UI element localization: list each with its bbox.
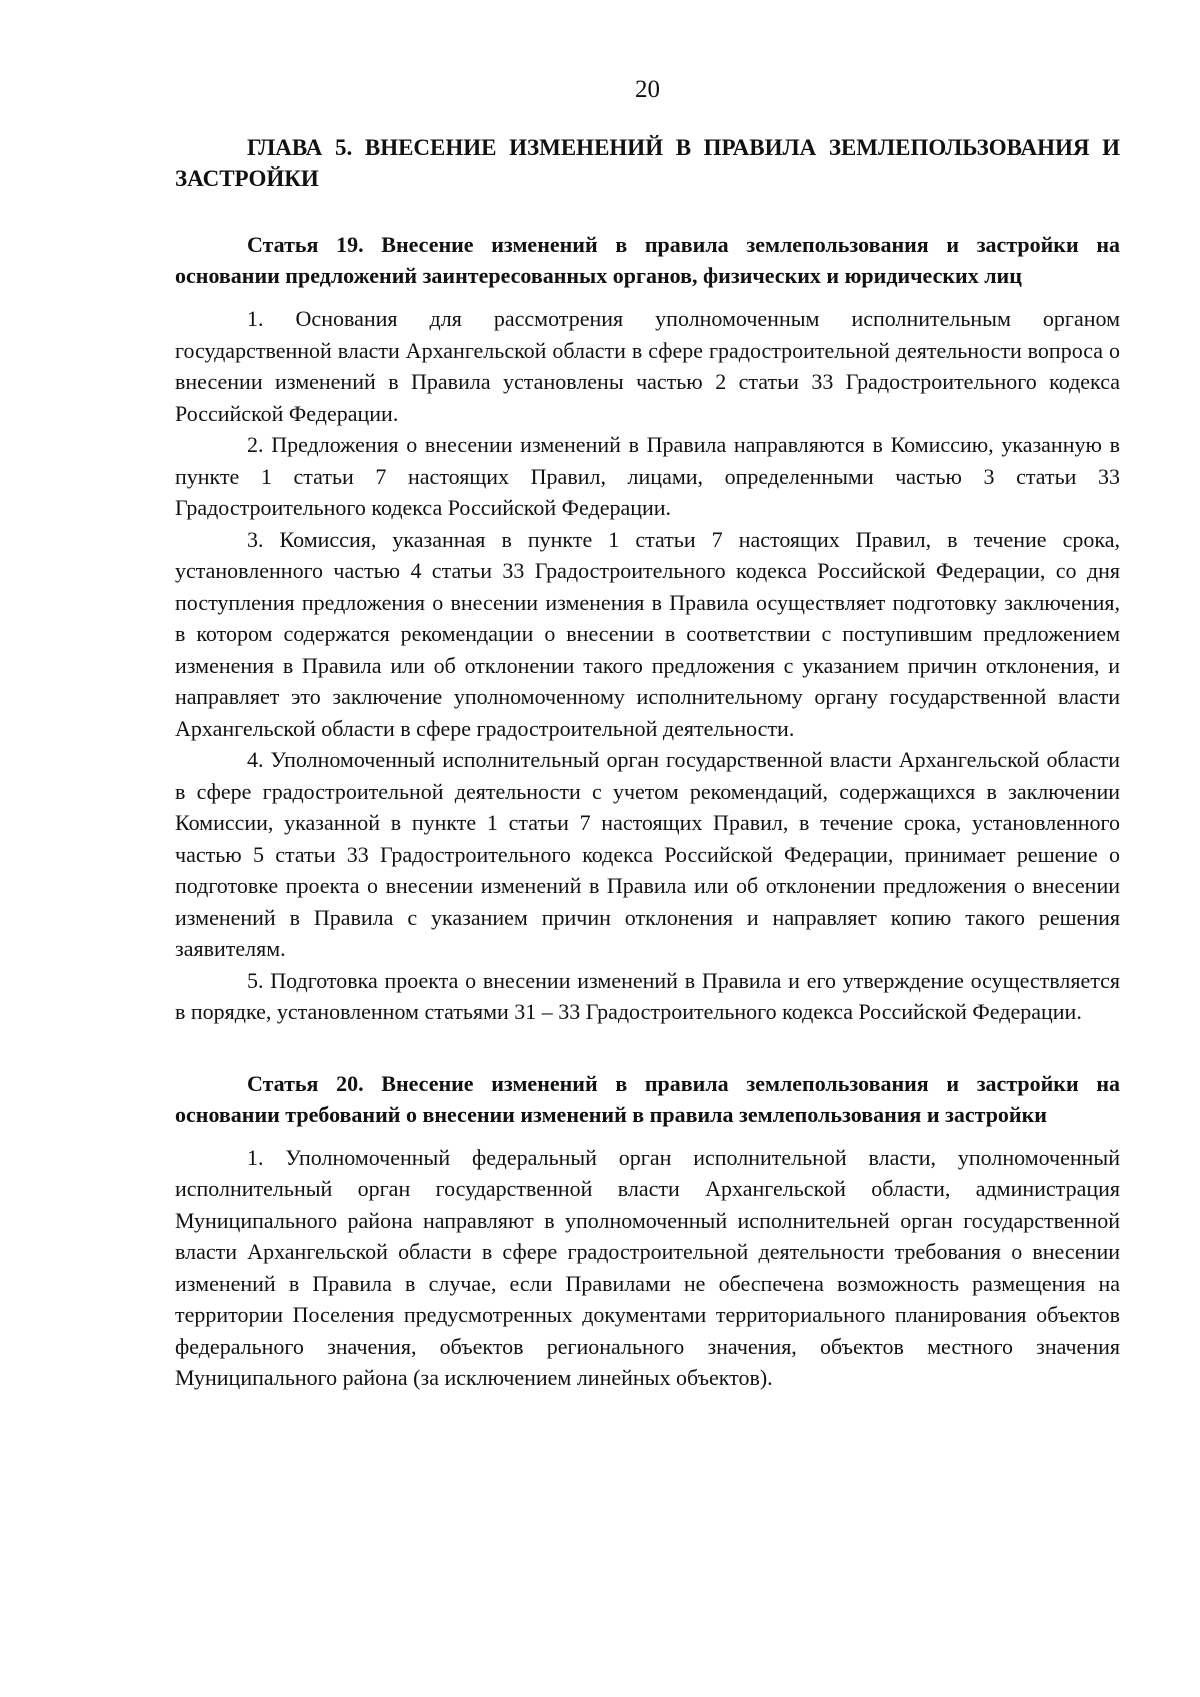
chapter-title: ГЛАВА 5. ВНЕСЕНИЕ ИЗМЕНЕНИЙ В ПРАВИЛА ЗЕМЛЕПОЛЬЗОВАНИЯ И ЗАСТРОЙКИ (175, 135, 1120, 191)
article-19-title: Статья 19. Внесение изменений в правила землепользования и застройки на основании предложений заинтересованных органов, физических и юридических лиц (175, 232, 1120, 288)
article-19-paragraph-2: 2. Предложения о внесении изменений в Правила направляются в Комиссию, указанную в пункте 1 статьи 7 настоящих Правил, лицами, определенными частью 3 статьи 33 Градостроительного кодекса Российской Федерации. (175, 432, 1120, 520)
article-19-paragraph-4: 4. Уполномоченный исполнительный орган государственной власти Архангельской области в сфере градостроительной деятельности с учетом рекомендаций, содержащихся в заключении Комиссии, указанной в пункте 1 статьи 7 настоящих Правил, в течение срока, установленного частью 5 статьи 33 Градостроительного кодекса Российской Федерации, принимает решение о подготовке проекта о внесении изменений в Правила или об отклонении предложения о внесении изменений в Правила с указанием причин отклонения и направляет копию такого решения заявителям. (175, 747, 1120, 961)
article-20-title: Статья 20. Внесение изменений в правила землепользования и застройки на основании требований о внесении изменений в правила землепользования и застройки (175, 1070, 1120, 1127)
article-19-paragraph-3: 3. Комиссия, указанная в пункте 1 статьи 7 настоящих Правил, в течение срока, установленного частью 4 статьи 33 Градостроительного кодекса Российской Федерации, со дня поступления предложения о внесении изменения в Правила осуществляет подготовку заключения, в котором содержатся рекомендации о внесении в соответствии с поступившим предложением изменения в Правила или об отклонении такого предложения с указанием причин отклонения, и направляет это заключение уполномоченному исполнительному органу государственной власти Архангельской области в сфере градостроительной деятельности. (175, 526, 1120, 741)
document-page (175, 70, 1120, 1394)
page-number: 20 (635, 76, 660, 103)
article-20-paragraph-1: 1. Уполномоченный федеральный орган исполнительной власти, уполномоченный исполнительный орган государственной власти Архангельской области, администрация Муниципального района направляют в уполномоченный исполнительней орган государственной власти Архангельской области в сфере градостроительной деятельности требования о внесении изменений в Правила в случае, если Правилами не обеспечена возможность размещения на территории Поселения предусмотренных документами территориального планирования объектов федерального значения, объектов регионального значения, объектов местного значения Муниципального района (за исключением линейных объектов). (175, 1144, 1120, 1390)
article-19-paragraph-1: 1. Основания для рассмотрения уполномоченным исполнительным органом государственной власти Архангельской области в сфере градостроительной деятельности вопроса о внесении изменений в Правила установлены частью 2 статьи 33 Градостроительного кодекса Российской Федерации. (175, 306, 1120, 426)
article-19-paragraph-5: 5. Подготовка проекта о внесении изменений в Правила и его утверждение осуществляется в порядке, установленном статьями 31 – 33 Градостроительного кодекса Российской Федерации. (175, 967, 1120, 1024)
article-20 (175, 1068, 1120, 1394)
article-19 (175, 229, 1120, 1028)
